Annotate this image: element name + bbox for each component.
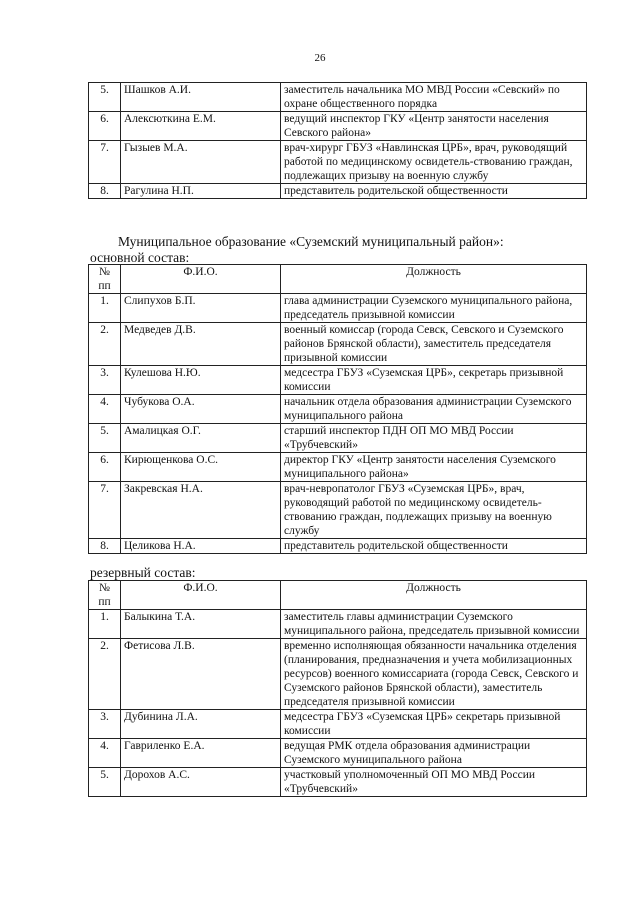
section-heading: Муниципальное образование «Суземский муниципальный район»:	[118, 234, 504, 249]
row-position: участковый уполномоченный ОП МО МВД России «Трубчевский»	[281, 768, 587, 797]
row-number: 3.	[89, 710, 121, 739]
table-row	[89, 83, 587, 112]
row-number: 7.	[89, 482, 121, 539]
header-position: Должность	[281, 581, 587, 610]
table-row	[89, 141, 587, 184]
row-name: Дорохов А.С.	[121, 768, 281, 797]
continuation-table-body	[89, 83, 587, 199]
row-position: глава администрации Суземского муниципального района, председатель призывной комиссии	[281, 294, 587, 323]
row-number: 5.	[89, 768, 121, 797]
row-number: 4.	[89, 395, 121, 424]
header-num: № пп	[89, 265, 121, 294]
row-position: представитель родительской общественности	[281, 539, 587, 554]
table-row	[89, 395, 587, 424]
row-name: Рагулина Н.П.	[121, 184, 281, 199]
row-position: временно исполняющая обязанности начальника отделения (планирования, предназначения и учета мобилизационных ресурсов) военного комиссариата (города Севск, Севского и Суземского районов Брянской области), заместитель председателя призывной комиссии	[281, 639, 587, 710]
row-name: Гызыев М.А.	[121, 141, 281, 184]
row-name: Амалицкая О.Г.	[121, 424, 281, 453]
table-row	[89, 424, 587, 453]
row-position: заместитель главы администрации Суземского муниципального района, председатель призывной комиссии	[281, 610, 587, 639]
row-name: Гавриленко Е.А.	[121, 739, 281, 768]
row-name: Дубинина Л.А.	[121, 710, 281, 739]
row-name: Шашков А.И.	[121, 83, 281, 112]
row-name: Балыкина Т.А.	[121, 610, 281, 639]
header-num: № пп	[89, 581, 121, 610]
table-header-row	[89, 265, 587, 294]
row-position: врач-хирург ГБУЗ «Навлинская ЦРБ», врач, руководящий работой по медицинскому освидетель-ствованию граждан, подлежащих призыву на военную службу	[281, 141, 587, 184]
row-number: 6.	[89, 453, 121, 482]
row-name: Кулешова Н.Ю.	[121, 366, 281, 395]
row-position: заместитель начальника МО МВД России «Севский» по охране общественного порядка	[281, 83, 587, 112]
table-row	[89, 366, 587, 395]
table-row	[89, 610, 587, 639]
row-position: врач-невропатолог ГБУЗ «Суземская ЦРБ», врач, руководящий работой по медицинскому освидетель-ствованию граждан, подлежащих призыву на военную службу	[281, 482, 587, 539]
row-number: 1.	[89, 294, 121, 323]
table-row	[89, 184, 587, 199]
table-row	[89, 112, 587, 141]
row-position: медсестра ГБУЗ «Суземская ЦРБ», секретарь призывной комиссии	[281, 366, 587, 395]
row-number: 2.	[89, 639, 121, 710]
row-number: 3.	[89, 366, 121, 395]
row-number: 8.	[89, 184, 121, 199]
table-row	[89, 639, 587, 710]
reserve-composition-title: резервный состав:	[90, 565, 196, 580]
row-number: 6.	[89, 112, 121, 141]
header-position: Должность	[281, 265, 587, 294]
table-row	[89, 453, 587, 482]
reserve-composition-table	[88, 580, 587, 797]
row-number: 8.	[89, 539, 121, 554]
page-number: 26	[314, 52, 326, 64]
reserve-composition-table-body	[89, 610, 587, 797]
row-position: старший инспектор ПДН ОП МО МВД России «Трубчевский»	[281, 424, 587, 453]
row-position: представитель родительской общественности	[281, 184, 587, 199]
row-number: 5.	[89, 83, 121, 112]
row-name: Фетисова Л.В.	[121, 639, 281, 710]
header-name: Ф.И.О.	[121, 581, 281, 610]
row-number: 5.	[89, 424, 121, 453]
row-number: 2.	[89, 323, 121, 366]
row-name: Чубукова О.А.	[121, 395, 281, 424]
row-position: ведущая РМК отдела образования администрации Суземского муниципального района	[281, 739, 587, 768]
table-row	[89, 739, 587, 768]
continuation-table	[88, 82, 587, 199]
table-row	[89, 710, 587, 739]
main-composition-title: основной состав:	[90, 250, 190, 265]
row-name: Алексюткина Е.М.	[121, 112, 281, 141]
table-row	[89, 294, 587, 323]
table-row	[89, 768, 587, 797]
row-name: Кирющенкова О.С.	[121, 453, 281, 482]
row-name: Закревская Н.А.	[121, 482, 281, 539]
row-position: директор ГКУ «Центр занятости населения Суземского муниципального района»	[281, 453, 587, 482]
row-number: 7.	[89, 141, 121, 184]
row-position: медсестра ГБУЗ «Суземская ЦРБ» секретарь призывной комиссии	[281, 710, 587, 739]
table-header-row	[89, 581, 587, 610]
header-name: Ф.И.О.	[121, 265, 281, 294]
row-name: Целикова Н.А.	[121, 539, 281, 554]
main-composition-table-body	[89, 294, 587, 554]
table-row	[89, 323, 587, 366]
row-number: 4.	[89, 739, 121, 768]
row-name: Слипухов Б.П.	[121, 294, 281, 323]
row-position: военный комиссар (города Севск, Севского и Суземского районов Брянской области), заместитель председателя призывной комиссии	[281, 323, 587, 366]
main-composition-table	[88, 264, 587, 554]
table-row	[89, 482, 587, 539]
row-name: Медведев Д.В.	[121, 323, 281, 366]
row-position: начальник отдела образования администрации Суземского муниципального района	[281, 395, 587, 424]
row-number: 1.	[89, 610, 121, 639]
table-row	[89, 539, 587, 554]
row-position: ведущий инспектор ГКУ «Центр занятости населения Севского района»	[281, 112, 587, 141]
